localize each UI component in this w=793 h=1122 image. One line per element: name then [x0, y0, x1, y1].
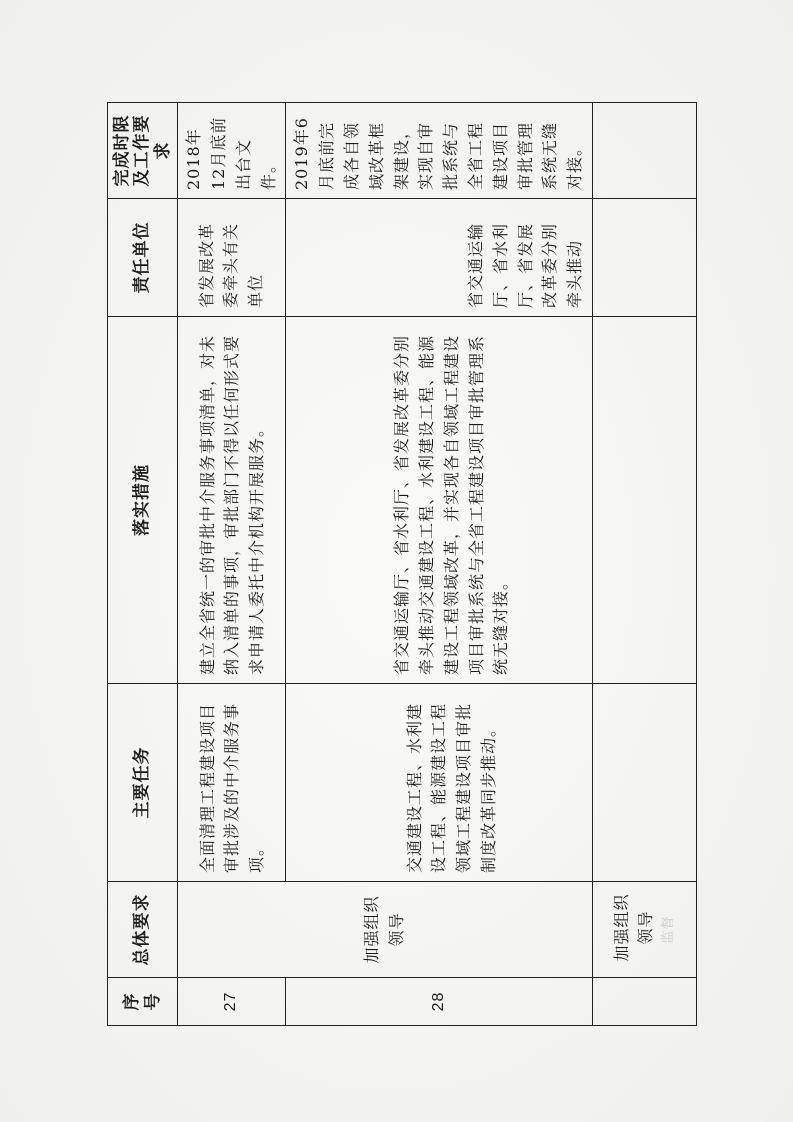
- tail-unit: [592, 199, 696, 317]
- header-num: 序号: [108, 978, 178, 1026]
- rotated-table-wrapper: [107, 103, 677, 1026]
- table-header-row: [108, 103, 178, 1026]
- tail-requirement-text: 加强组织领导: [611, 893, 656, 962]
- row-unit: 省交通运输厅、省水利厅、省发展改革委分别牵头推动: [286, 199, 593, 317]
- row-deadline: 2019年6月底前完成各自领域改革框架建设，实现自审批系统与全省工程建设项目审批管理系统无缝对接。: [286, 103, 593, 199]
- row-measures: 建立全省统一的审批中介服务事项清单，对未纳入清单的事项，审批部门不得以任何形式要求申请人委托中介机构开展服务。: [178, 317, 286, 684]
- reform-task-table: [107, 102, 697, 1026]
- row-unit: 省发展改革委牵头有关单位: [178, 199, 286, 317]
- tail-measures: [592, 317, 696, 684]
- row-deadline: 2018年12月底前出台文件。: [178, 103, 286, 199]
- faint-mark: 监督: [661, 915, 677, 944]
- row-measures: 省交通运输厅、省水利厅、省发展改革委分别牵头推动交通建设工程、水利建设工程、能源建设工程领域改革，并实现各自领域工程建设项目审批系统与全省工程建设项目审批管理系统无缝对接。: [286, 317, 593, 684]
- row-number: 28: [286, 978, 593, 1026]
- row-task: 交通建设工程、水利建设工程、能源建设工程领域工程建设项目审批制度改革同步推动。: [286, 684, 593, 882]
- header-deadline: 完成时限及工作要求: [108, 103, 178, 199]
- tail-task: [592, 684, 696, 882]
- row-requirement: 加强组织领导: [178, 882, 593, 978]
- table-tail-row: [592, 103, 696, 1026]
- row-task: 全面清理工程建设项目审批涉及的中介服务事项。: [178, 684, 286, 882]
- header-unit: 责任单位: [108, 199, 178, 317]
- tail-requirement: [592, 882, 696, 978]
- tail-number: [592, 978, 696, 1026]
- header-task: 主要任务: [108, 684, 178, 882]
- row-number: 27: [178, 978, 286, 1026]
- header-measures: 落实措施: [108, 317, 178, 684]
- tail-deadline: [592, 103, 696, 199]
- header-requirement: 总体要求: [108, 882, 178, 978]
- table-row: [178, 103, 286, 1026]
